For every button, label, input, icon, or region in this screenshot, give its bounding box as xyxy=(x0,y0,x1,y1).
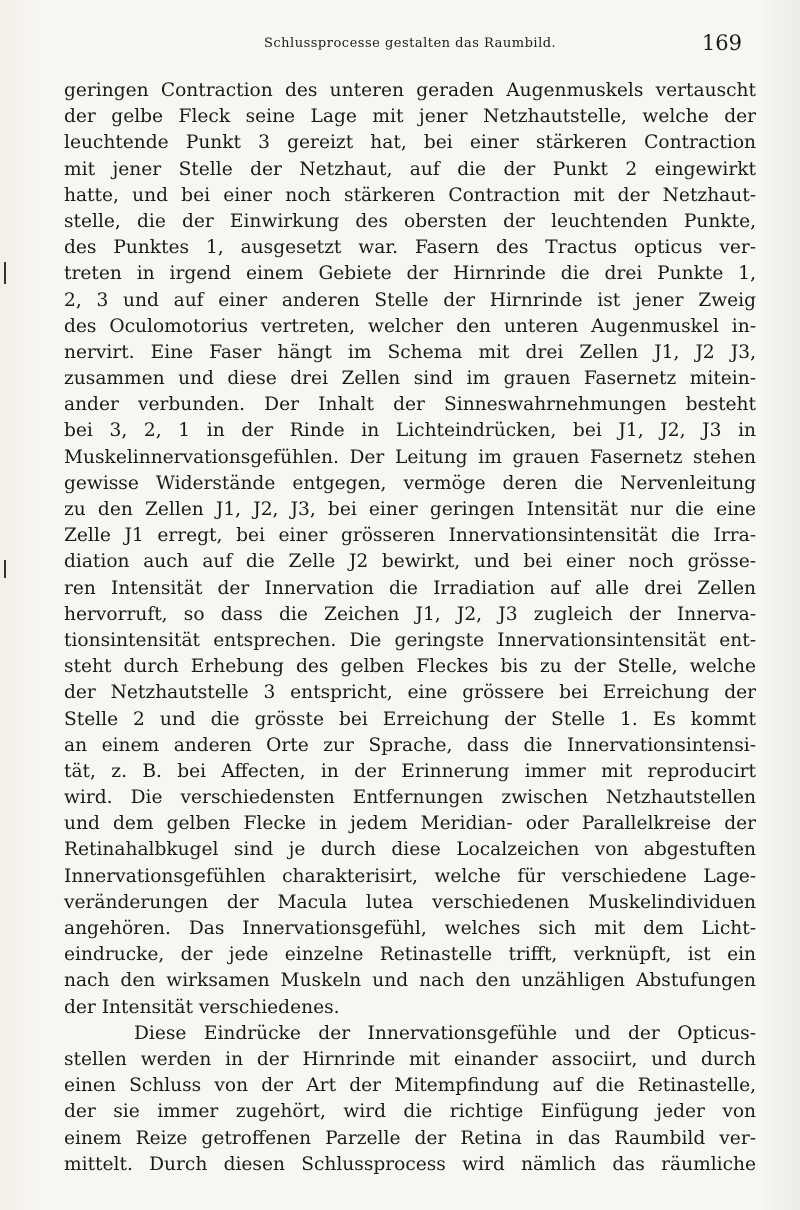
text-line: hatte, und bei einer noch stärkeren Contraction mit der Netzhaut- xyxy=(64,184,756,206)
text-line: Retinahalbkugel sind je durch diese Localzeichen von abgestuften xyxy=(64,839,756,861)
running-head: Schlussprocesse gestalten das Raumbild. xyxy=(264,36,557,51)
text-line: der gelbe Fleck seine Lage mit jener Netzhautstelle, welche der xyxy=(64,106,756,128)
text-line: nach den wirksamen Muskeln und nach den unzähligen Abstufungen xyxy=(64,970,756,992)
text-line: ren Intensität der Innervation die Irradiation auf alle drei Zellen xyxy=(64,577,756,599)
text-line: Innervationsgefühlen charakterisirt, welche für verschiedene Lage- xyxy=(64,865,756,887)
margin-mark xyxy=(4,262,6,284)
text-line: bei 3, 2, 1 in der Rinde in Lichteindrücken, bei J1, J2, J3 in xyxy=(64,420,756,442)
text-line: wird. Die verschiedensten Entfernungen zwischen Netzhautstellen xyxy=(64,787,756,809)
text-line: des Oculomotorius vertreten, welcher den unteren Augenmuskel in- xyxy=(64,315,756,337)
text-line: der Intensität verschiedenes. xyxy=(64,996,340,1018)
text-line: und dem gelben Flecke in jedem Meridian- oder Parallelkreise der xyxy=(64,813,756,835)
text-line: tionsintensität entsprechen. Die geringste Innervationsintensität ent- xyxy=(64,629,756,651)
text-line: stellen werden in der Hirnrinde mit einander associirt, und durch xyxy=(64,1048,756,1070)
text-line: mittelt. Durch diesen Schlussprocess wird nämlich das räumliche xyxy=(64,1153,756,1175)
margin-mark xyxy=(4,560,6,578)
page-number: 169 xyxy=(701,31,742,55)
text-line: mit jener Stelle der Netzhaut, auf die der Punkt 2 eingewirkt xyxy=(64,158,756,180)
text-line: an einem anderen Orte zur Sprache, dass die Innervationsintensi- xyxy=(64,734,756,756)
text-line: Zelle J1 erregt, bei einer grösseren Innervationsintensität die Irra- xyxy=(64,525,756,547)
text-line: tät, z. B. bei Affecten, in der Erinnerung immer mit reproducirt xyxy=(64,760,756,782)
text-line: gewisse Widerstände entgegen, vermöge deren die Nervenleitung xyxy=(64,472,756,494)
text-line: 2, 3 und auf einer anderen Stelle der Hirnrinde ist jener Zweig xyxy=(64,289,756,311)
text-line: ander verbunden. Der Inhalt der Sinneswahrnehmungen besteht xyxy=(64,394,756,416)
text-line: einen Schluss von der Art der Mitempfindung auf die Retinastelle, xyxy=(64,1075,756,1097)
text-line: der Netzhautstelle 3 entspricht, eine grössere bei Erreichung der xyxy=(64,682,756,704)
text-line: eindrucke, der jede einzelne Retinastelle trifft, verknüpft, ist ein xyxy=(64,944,756,966)
text-line: einem Reize getroffenen Parzelle der Retina in das Raumbild ver- xyxy=(64,1127,756,1149)
body-text xyxy=(64,78,756,1178)
text-line: nervirt. Eine Faser hängt im Schema mit drei Zellen J1, J2 J3, xyxy=(64,341,756,363)
text-line: des Punktes 1, ausgesetzt war. Fasern des Tractus opticus ver- xyxy=(64,237,756,259)
text-line: steht durch Erhebung des gelben Fleckes bis zu der Stelle, welche xyxy=(64,656,756,678)
text-line: treten in irgend einem Gebiete der Hirnrinde die drei Punkte 1, xyxy=(64,263,756,285)
text-line: geringen Contraction des unteren geraden Augenmuskels vertauscht xyxy=(64,80,756,101)
text-line: zu den Zellen J1, J2, J3, bei einer geringen Intensität nur die eine xyxy=(64,499,756,520)
text-line: veränderungen der Macula lutea verschiedenen Muskelindividuen xyxy=(64,891,756,913)
text-line: diation auch auf die Zelle J2 bewirkt, und bei einer noch grösse- xyxy=(64,551,756,573)
text-line: angehören. Das Innervationsgefühl, welches sich mit dem Licht- xyxy=(64,918,756,939)
text-line: der sie immer zugehört, wird die richtige Einfügung jeder von xyxy=(64,1101,756,1123)
text-line: leuchtende Punkt 3 gereizt hat, bei einer stärkeren Contraction xyxy=(64,132,756,154)
text-line: Diese Eindrücke der Innervationsgefühle und der Opticus- xyxy=(134,1022,756,1044)
text-line: hervorruft, so dass die Zeichen J1, J2, J3 zugleich der Innerva- xyxy=(64,603,756,625)
text-line: zusammen und diese drei Zellen sind im grauen Fasernetz mitein- xyxy=(64,368,756,390)
text-line: Muskelinnervationsgefühlen. Der Leitung im grauen Fasernetz stehen xyxy=(64,446,756,468)
text-line: stelle, die der Einwirkung des obersten der leuchtenden Punkte, xyxy=(64,210,756,232)
page-header xyxy=(64,33,742,57)
text-line: Stelle 2 und die grösste bei Erreichung der Stelle 1. Es kommt xyxy=(64,708,756,730)
